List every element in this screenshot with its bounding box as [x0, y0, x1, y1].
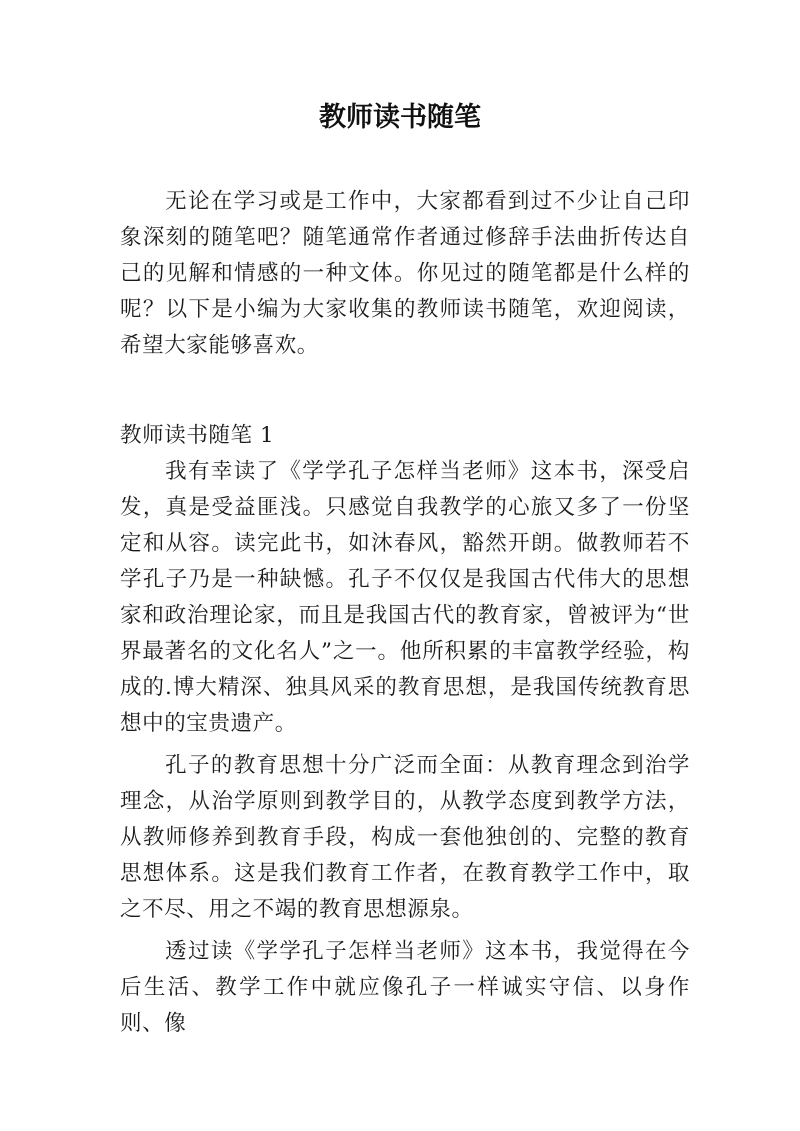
- intro-paragraph: 无论在学习或是工作中，大家都看到过不少让自己印象深刻的随笔吧？随笔通常作者通过修辞手法曲折传达自己的见解和情感的一种文体。你见过的随笔都是什么样的呢？以下是小编为大家收集的教师读书随笔，欢迎阅读，希望大家能够喜欢。: [120, 189, 690, 358]
- body-paragraph-1: 我有幸读了《学学孔子怎样当老师》这本书，深受启发，真是受益匪浅。只感觉自我教学的心旅又多了一份坚定和从容。读完此书，如沐春风，豁然开朗。做教师若不学孔子乃是一种缺憾。孔子不仅仅是我国古代伟大的思想家和政治理论家，而且是我国古代的教育家，曾被评为“世界最著名的文化名人”之一。他所积累的丰富教学经验，构成的.博大精深、独具风采的教育思想，是我国传统教育思想中的宝贵遗产。: [120, 459, 690, 736]
- body-paragraph-2: 孔子的教育思想十分广泛而全面：从教育理念到治学理念，从治学原则到教学目的，从教学态度到教学方法，从教师修养到教育手段，构成一套他独创的、完整的教育思想体系。这是我们教育工作者，在教育教学工作中，取之不尽、用之不竭的教育思想源泉。: [120, 753, 690, 922]
- document-title: 教师读书随笔: [319, 102, 481, 133]
- section-heading: 教师读书随笔 1: [120, 423, 275, 448]
- document-body: [120, 184, 690, 1042]
- body-paragraph-3: 透过读《学学孔子怎样当老师》这本书，我觉得在今后生活、教学工作中就应像孔子一样诚实守信、以身作则、像: [120, 939, 690, 1036]
